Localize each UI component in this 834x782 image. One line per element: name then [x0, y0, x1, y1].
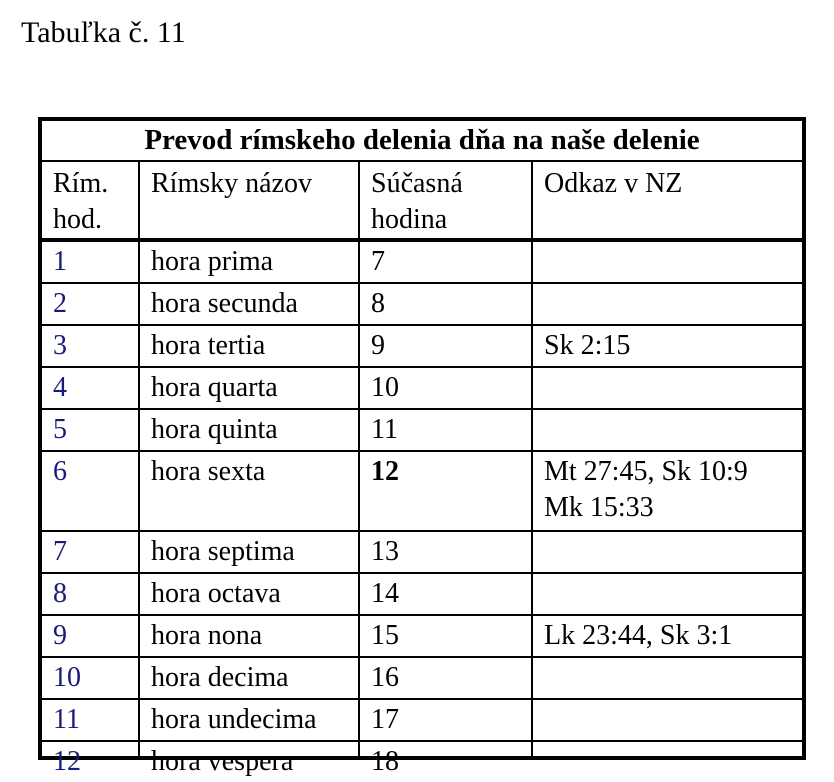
cell-rimsky-nazov: hora tertia [151, 330, 266, 361]
cell-odkaz-line1: Mt 27:45, Sk 10:9 [544, 456, 748, 487]
header-rimsky-nazov: Rímsky názov [151, 168, 312, 199]
cell-rimsky-nazov: hora vespera [151, 746, 294, 777]
cell-odkaz-v-nz [533, 368, 803, 408]
cell-sucasna-hodina: 16 [371, 662, 399, 693]
column-divider-1 [138, 161, 140, 756]
cell-odkaz-v-nz [533, 742, 803, 782]
cell-sucasna-hodina: 14 [371, 578, 399, 609]
table-row [42, 532, 802, 572]
cell-rim-hod: 9 [53, 620, 67, 651]
header-rim-hod-line2: hod. [53, 204, 102, 235]
cell-rim-hod: 10 [53, 662, 81, 693]
cell-sucasna-hodina: 13 [371, 536, 399, 567]
cell-odkaz-line2: Mk 15:33 [544, 492, 654, 523]
cell-rim-hod: 6 [53, 456, 67, 487]
table-row [42, 410, 802, 450]
cell-rim-hod: 1 [53, 246, 67, 277]
table-row [42, 574, 802, 614]
cell-rim-hod: 12 [53, 746, 81, 777]
cell-rim-hod: 11 [53, 704, 80, 735]
cell-odkaz-v-nz [533, 616, 803, 656]
cell-rim-hod: 3 [53, 330, 67, 361]
cell-rim-hod: 2 [53, 288, 67, 319]
cell-odkaz-v-nz [533, 700, 803, 740]
cell-sucasna-hodina: 8 [371, 288, 385, 319]
cell-rimsky-nazov: hora nona [151, 620, 263, 651]
cell-rimsky-nazov: hora secunda [151, 288, 298, 319]
table-caption: Tabuľka č. 11 [21, 16, 186, 49]
cell-rimsky-nazov: hora prima [151, 246, 274, 277]
cell-sucasna-hodina: 11 [371, 414, 398, 445]
table-row [42, 658, 802, 698]
cell-odkaz-v-nz [533, 574, 803, 614]
header-row [42, 162, 802, 238]
cell-rim-hod: 8 [53, 578, 67, 609]
column-divider-2 [358, 161, 360, 756]
roman-hours-table [38, 117, 806, 777]
header-odkaz-v-nz: Odkaz v NZ [544, 168, 683, 199]
header-sucasna-hodina-line2: hodina [371, 204, 448, 235]
table-row [42, 452, 802, 530]
cell-sucasna-hodina: 18 [371, 746, 399, 777]
cell-odkaz-v-nz [533, 326, 803, 366]
table-title: Prevod rímskeho delenia dňa na naše delenie [144, 124, 700, 156]
header-rim-hod [42, 162, 138, 238]
cell-rimsky-nazov: hora sexta [151, 456, 266, 487]
table-row [42, 242, 802, 282]
table-row [42, 616, 802, 656]
table-row [42, 284, 802, 324]
cell-odkaz-v-nz [533, 658, 803, 698]
table-row [42, 326, 802, 366]
header-rim-hod-line1: Rím. [53, 168, 109, 199]
cell-odkaz-v-nz [533, 284, 803, 324]
cell-odkaz-v-nz [533, 532, 803, 572]
cell-rimsky-nazov: hora quarta [151, 372, 278, 403]
cell-rimsky-nazov: hora decima [151, 662, 289, 693]
header-sucasna-hodina [360, 162, 531, 238]
cell-sucasna-hodina: 15 [371, 620, 399, 651]
cell-rim-hod: 4 [53, 372, 67, 403]
cell-odkaz-v-nz [533, 242, 803, 282]
table-row [42, 368, 802, 408]
cell-rimsky-nazov: hora undecima [151, 704, 317, 735]
cell-rim-hod: 5 [53, 414, 67, 445]
cell-odkaz-v-nz [533, 410, 803, 450]
cell-sucasna-hodina: 10 [371, 372, 399, 403]
cell-sucasna-hodina: 17 [371, 704, 399, 735]
table-row [42, 742, 802, 782]
table-body [42, 242, 802, 777]
column-divider-3 [531, 161, 533, 756]
cell-sucasna-hodina: 9 [371, 330, 385, 361]
table-title-row [42, 121, 802, 161]
cell-rimsky-nazov: hora quinta [151, 414, 278, 445]
cell-rimsky-nazov: hora octava [151, 578, 281, 609]
header-sucasna-hodina-line1: Súčasná [371, 168, 463, 199]
cell-sucasna-hodina: 12 [371, 456, 399, 487]
cell-rimsky-nazov: hora septima [151, 536, 295, 567]
table-row [42, 700, 802, 740]
cell-odkaz-line1: Lk 23:44, Sk 3:1 [544, 620, 733, 651]
cell-rim-hod: 7 [53, 536, 67, 567]
cell-sucasna-hodina: 7 [371, 246, 385, 277]
cell-odkaz-line1: Sk 2:15 [544, 330, 631, 361]
cell-odkaz-v-nz [533, 452, 803, 530]
